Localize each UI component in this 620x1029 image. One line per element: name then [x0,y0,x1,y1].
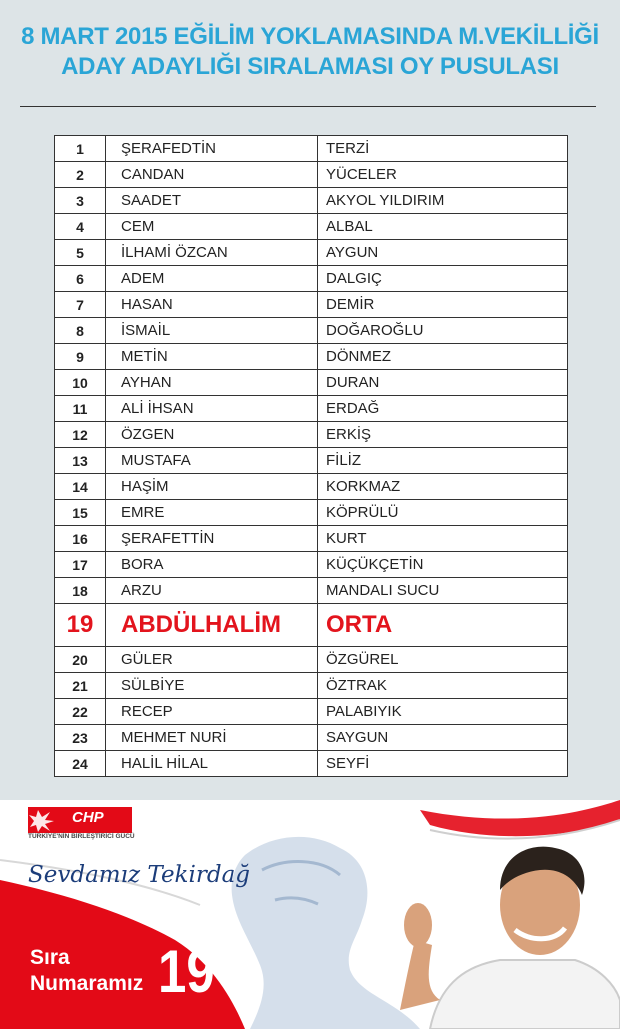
candidate-number: 4 [55,214,106,240]
ballot-row [55,422,568,448]
candidate-last-name: TERZİ [318,136,568,162]
candidate-number: 7 [55,292,106,318]
logo-tagline: TÜRKİYE'NİN BİRLEŞTİRİCİ GÜCÜ [28,833,135,840]
ballot-table [54,135,568,777]
candidate-last-name: DÖNMEZ [318,344,568,370]
candidate-number: 14 [55,474,106,500]
candidate-number: 17 [55,552,106,578]
candidate-first-name: MEHMET NURİ [106,725,318,751]
candidate-last-name: ERKİŞ [318,422,568,448]
candidate-first-name: İSMAİL [106,318,318,344]
logo-text: CHP [72,809,104,826]
candidate-number: 19 [55,604,106,647]
candidate-last-name: ORTA [318,604,568,647]
candidate-last-name: SEYFİ [318,751,568,777]
candidate-first-name: HAŞİM [106,474,318,500]
candidate-first-name: ŞERAFETTİN [106,526,318,552]
ballot-row [55,214,568,240]
candidate-number: 18 [55,578,106,604]
candidate-last-name: ÖZGÜREL [318,647,568,673]
candidate-number: 1 [55,136,106,162]
candidate-number: 23 [55,725,106,751]
ballot-row [55,725,568,751]
candidate-number: 22 [55,699,106,725]
rank-label-line-1: Sıra [30,946,70,969]
ballot-row [55,751,568,777]
ballot-row [55,318,568,344]
page-title [0,22,620,82]
candidate-first-name: HALİL HİLAL [106,751,318,777]
candidate-last-name: DALGIÇ [318,266,568,292]
ballot-row [55,188,568,214]
ballot-row [55,370,568,396]
candidate-number: 12 [55,422,106,448]
candidate-last-name: SAYGUN [318,725,568,751]
candidate-number: 20 [55,647,106,673]
rank-label-line-2: Numaramız [30,972,144,995]
candidate-first-name: ABDÜLHALİM [106,604,318,647]
candidate-number: 21 [55,673,106,699]
candidate-first-name: MUSTAFA [106,448,318,474]
candidate-number: 10 [55,370,106,396]
candidate-last-name: PALABIYIK [318,699,568,725]
candidate-last-name: ALBAL [318,214,568,240]
candidate-number: 6 [55,266,106,292]
ballot-row [55,474,568,500]
candidate-last-name: KÖPRÜLÜ [318,500,568,526]
candidate-last-name: KÜÇÜKÇETİN [318,552,568,578]
candidate-first-name: METİN [106,344,318,370]
candidate-last-name: ERDAĞ [318,396,568,422]
candidate-number: 8 [55,318,106,344]
candidate-first-name: CANDAN [106,162,318,188]
ballot-row [55,526,568,552]
candidate-number: 5 [55,240,106,266]
candidate-first-name: CEM [106,214,318,240]
candidate-last-name: KORKMAZ [318,474,568,500]
candidate-first-name: ARZU [106,578,318,604]
title-line-2: ADAY ADAYLIĞI SIRALAMASI OY PUSULASI [61,53,559,80]
candidate-number: 16 [55,526,106,552]
candidate-first-name: ŞERAFEDTİN [106,136,318,162]
candidate-last-name: YÜCELER [318,162,568,188]
candidate-number: 13 [55,448,106,474]
slogan: Sevdamız Tekirdağ [28,862,251,888]
candidate-first-name: AYHAN [106,370,318,396]
ballot-row [55,162,568,188]
ballot-row [55,240,568,266]
candidate-first-name: EMRE [106,500,318,526]
candidate-last-name: KURT [318,526,568,552]
candidate-number: 9 [55,344,106,370]
ballot-row [55,344,568,370]
candidate-last-name: MANDALI SUCU [318,578,568,604]
rank-label [30,945,143,997]
title-line-1: 8 MART 2015 EĞİLİM YOKLAMASINDA M.VEKİLLİĞİ [21,23,599,50]
candidate-first-name: RECEP [106,699,318,725]
candidate-last-name: DEMİR [318,292,568,318]
ballot-row [55,500,568,526]
candidate-number: 11 [55,396,106,422]
candidate-first-name: HASAN [106,292,318,318]
ballot-row [55,266,568,292]
ballot-row [55,136,568,162]
candidate-number: 24 [55,751,106,777]
ballot-row [55,448,568,474]
candidate-first-name: İLHAMİ ÖZCAN [106,240,318,266]
ballot-row [55,578,568,604]
ballot-row [55,673,568,699]
candidate-first-name: BORA [106,552,318,578]
ballot-row [55,396,568,422]
candidate-first-name: GÜLER [106,647,318,673]
candidate-number: 2 [55,162,106,188]
candidate-last-name: AKYOL YILDIRIM [318,188,568,214]
candidate-last-name: FİLİZ [318,448,568,474]
candidate-number: 3 [55,188,106,214]
title-divider [20,106,596,107]
candidate-last-name: DURAN [318,370,568,396]
candidate-first-name: SAADET [106,188,318,214]
candidate-first-name: ÖZGEN [106,422,318,448]
candidate-last-name: DOĞAROĞLU [318,318,568,344]
ballot-row [55,699,568,725]
rank-number: 19 [158,938,215,1005]
campaign-banner [0,800,620,1029]
candidate-last-name: ÖZTRAK [318,673,568,699]
candidate-last-name: AYGUN [318,240,568,266]
ballot-row [55,647,568,673]
ballot-row [55,292,568,318]
candidate-first-name: ALİ İHSAN [106,396,318,422]
ballot-row [55,604,568,647]
candidate-first-name: SÜLBİYE [106,673,318,699]
ballot-row [55,552,568,578]
candidate-number: 15 [55,500,106,526]
candidate-first-name: ADEM [106,266,318,292]
